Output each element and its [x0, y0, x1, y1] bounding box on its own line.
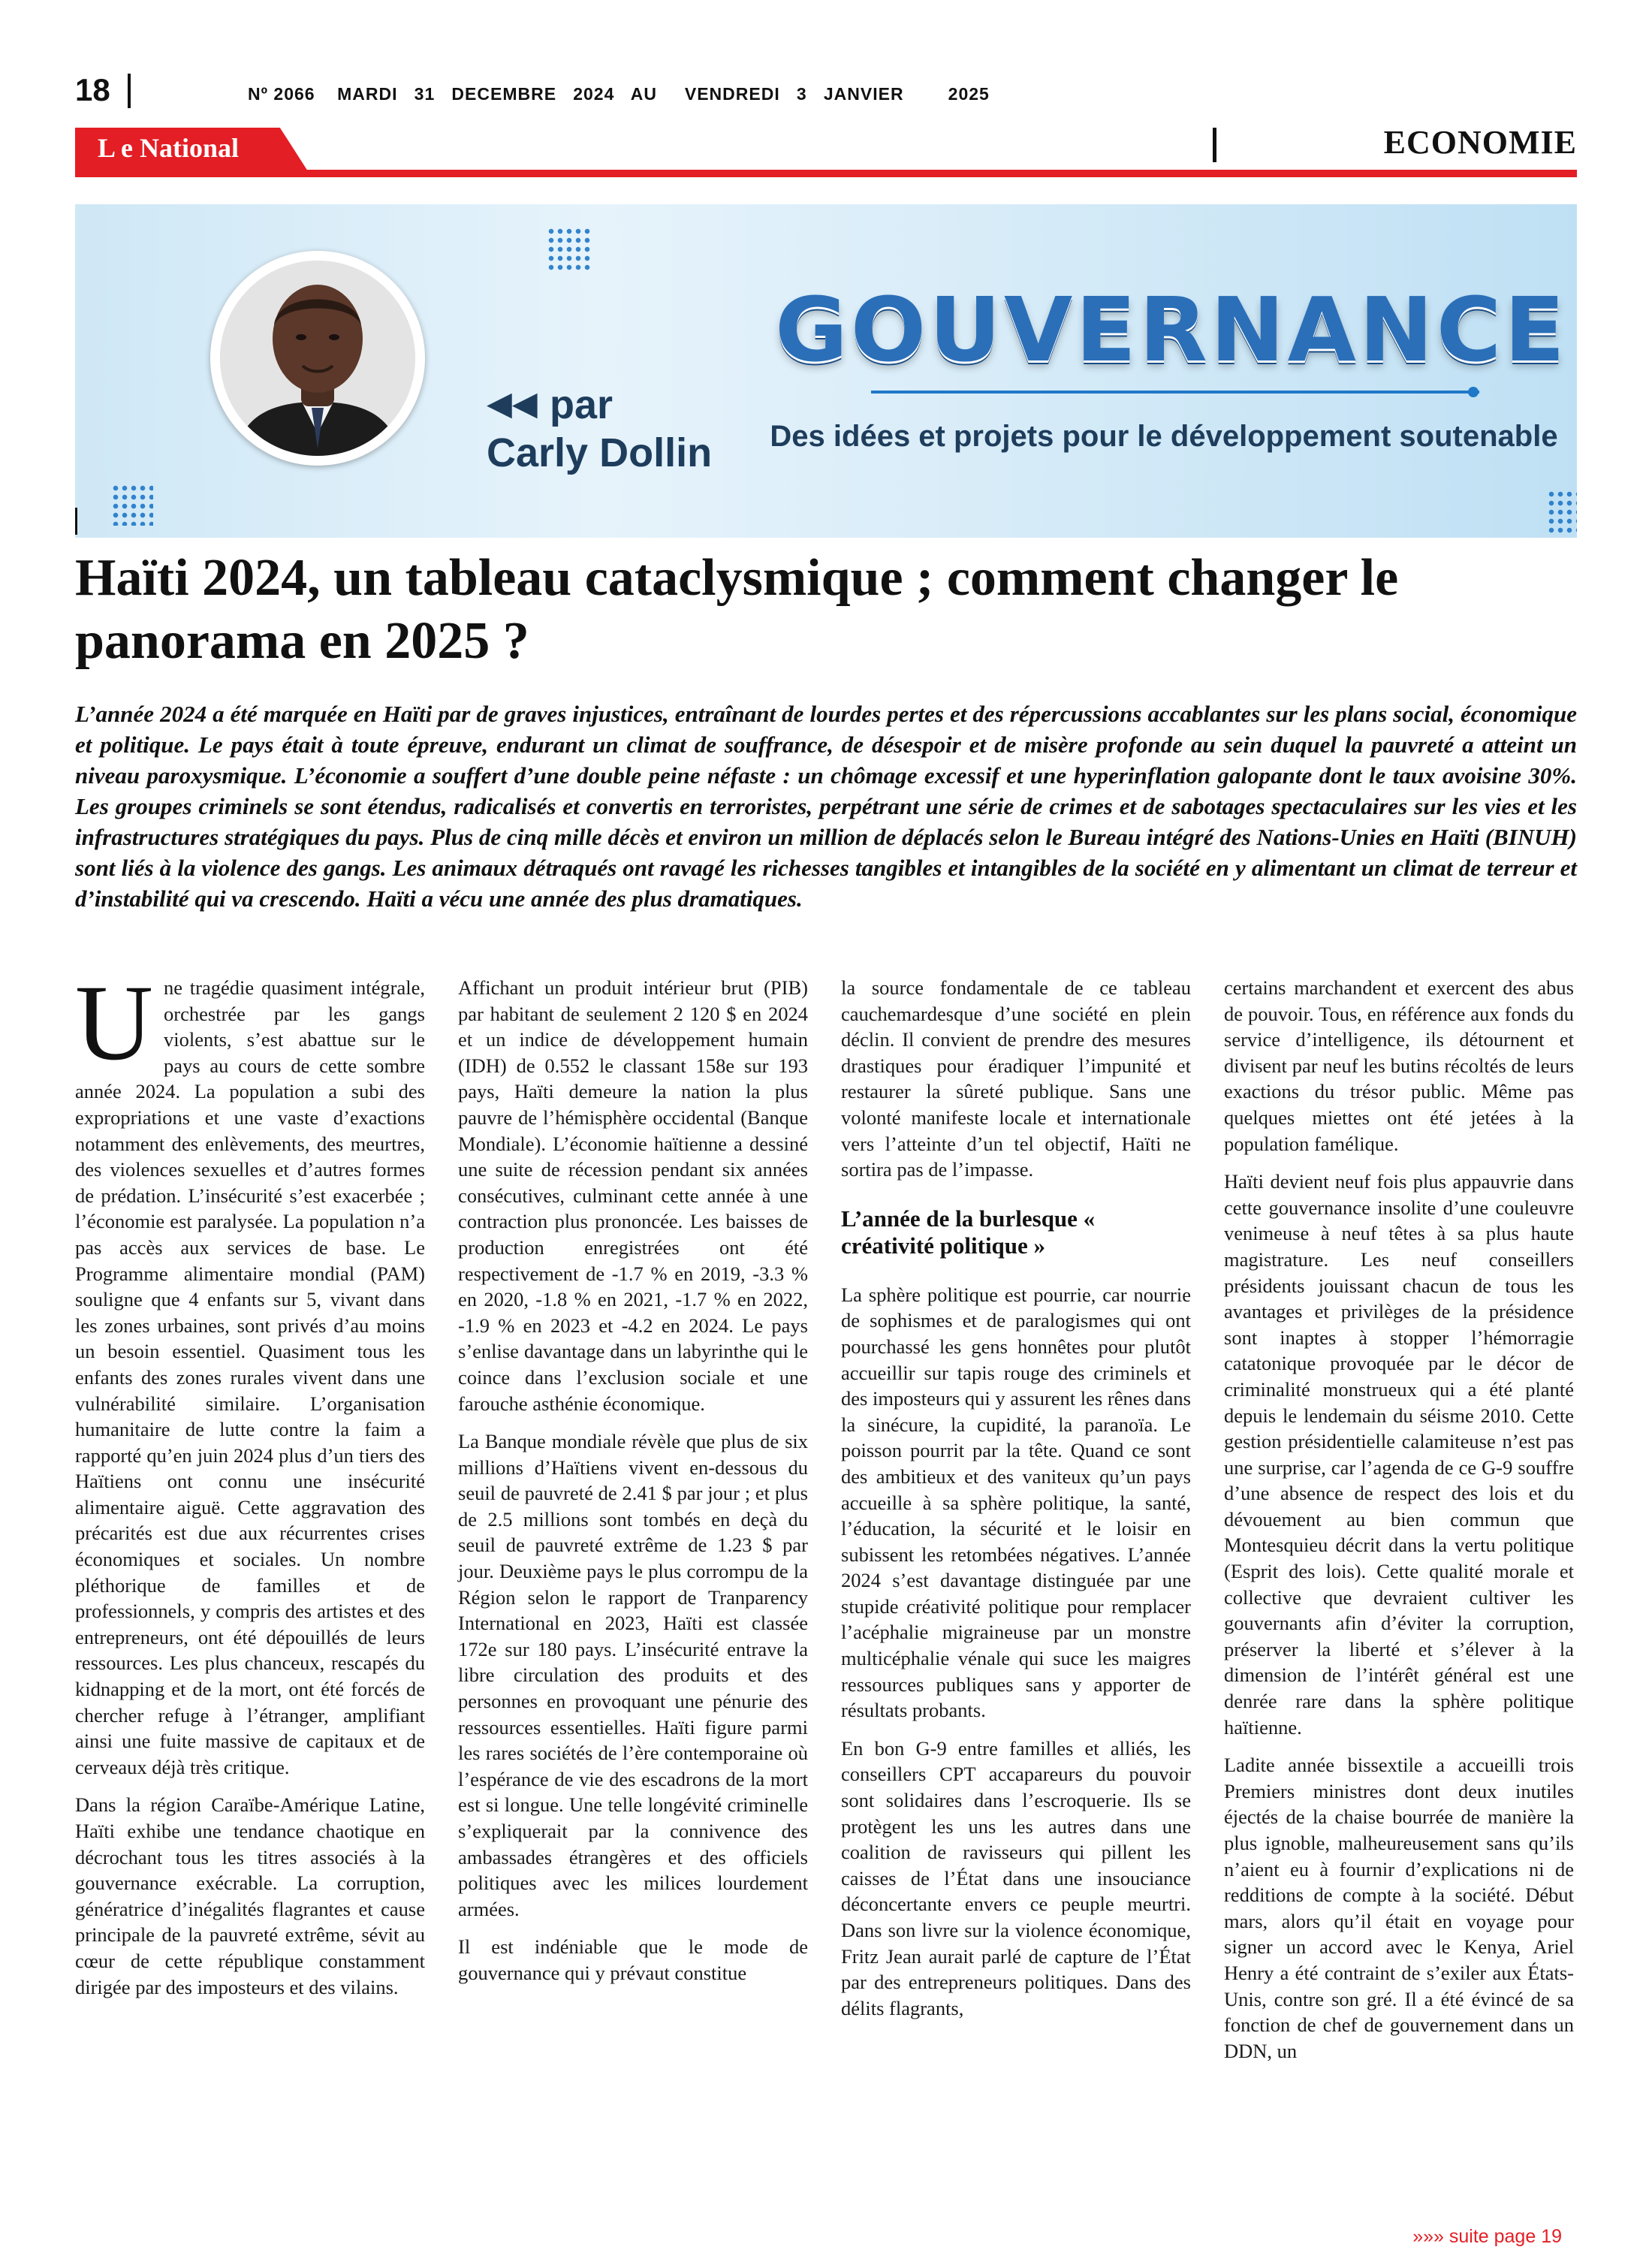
byline-prefix: par	[550, 382, 613, 427]
column-banner	[75, 204, 1577, 538]
drop-cap: U	[75, 964, 153, 1083]
article-column-3	[841, 975, 1191, 2033]
paragraph: certains marchandent et exercent des abus de pouvoir. Tous, en référence aux fonds du service d’intelligence, ils détournent et divisent par neuf les butins récoltés de leurs exactions du trésor public. Même pas quelques miettes ont été jetées à la population famélique.	[1224, 976, 1574, 1155]
article-column-1	[75, 964, 425, 2012]
continued-on-page-link[interactable]: »»» suite page 19	[1412, 2226, 1562, 2247]
article-headline: Haïti 2024, un tableau cataclysmique ; comment changer le panorama en 2025 ?	[75, 549, 1399, 670]
article-column-2	[458, 975, 808, 1998]
paragraph: La sphère politique est pourrie, car nourrie de sophismes et de paralogismes qui ont pourchassé les gens honnêtes pour plutôt accueillir sur tapis rouge des criminels et des imposteurs qui y assurent les rênes dans la sinécure, la cupidité, la paranoïa. Le poisson pourrit par la tête. Quand ce sont des ambitieux et des vaniteux qu’un pays accueille à sa sphère politique, la santé, l’éducation, la sécurité et le loisir en subissent les retombées négatives. L’année 2024 s’est davantage distinguée par une stupide créativité politique pour remplacer l’acéphalie migraineuse par un monstre multicéphalie vénale qui suce les maigres ressources publiques sans y apporter de résultats probants.	[841, 1283, 1191, 1722]
section-title: ECONOMIE	[1383, 124, 1577, 161]
article-lede: L’année 2024 a été marquée en Haïti par de graves injustices, entraînant de lourdes pertes et des répercussions accablantes sur les plans social, économique et politique. Le pays était à toute épreuve, endurant un climat de souffrance, de désespoir et de misère profonde au sein duquel la pauvreté a atteint un niveau paroxysmique. L’économie a souffert d’une double peine néfaste : un chômage excessif et une hyperinflation galopante dont le taux avoisine 30%. Les groupes criminels se sont étendus, radicalisés et convertis en terroristes, perpétrant une série de crimes et de sabotages spectaculaires sur les vies et les infrastructures stratégiques du pays. Plus de cinq mille décès et environ un million de déplacés selon le Bureau intégré des Nations-Unies en Haïti (BINUH) sont liés à la violence des gangs. Les animaux détraqués ont ravagé les richesses tangibles et intangibles de la société en y alimentant un climat de terreur et d’instabilité qui va crescendo. Haïti a vécu une année des plus dramatiques.	[75, 701, 1577, 912]
author-name: Carly Dollin	[487, 430, 713, 475]
rewind-icon: ◀◀	[487, 385, 538, 423]
title-underline	[871, 391, 1479, 394]
paragraph: Il est indéniable que le mode de gouvernance qui y prévaut constitue	[458, 1935, 808, 1984]
dot-pattern-icon	[547, 227, 593, 273]
author-photo	[220, 261, 415, 456]
author-portrait-icon	[220, 261, 415, 456]
paragraph: Ladite année bissextile a accueilli trois Premiers ministres dont deux inutiles éjectés de la chaise bourrée de manière la plus ignoble, malheureusement sans qu’ils n’aient eu à fournir d’explications ni de redditions de compte à la société. Début mars, alors qu’il était en voyage pour signer un accord avec le Kenya, Ariel Henry a été contraint de s’exiler aux États-Unis, contre son gré. Il a été évincé de sa fonction de chef de gouvernement dans un DDN, un	[1224, 1754, 1574, 2062]
page-number-divider	[128, 74, 131, 108]
underline-dot	[1468, 387, 1479, 397]
paragraph: La Banque mondiale révèle que plus de six millions d’Haïtiens vivent en-dessous du seuil de pauvreté de 2.41 $ par jour ; et plus de 2.5 millions sont tombés en deçà du seuil de pauvreté extrême de 1.23 $ par jour. Deuxième pays le plus corrompu de la Région selon le rapport de Tranparency International en 2023, Haïti est classée 172e sur 180 pays. L’insécurité entrave la libre circulation des produits et des personnes en provoquant une pénurie des ressources essentielles. Haïti figure parmi les rares sociétés de l’ère contemporaine où l’espérance de vie des escadrons de la mort est si longue. Une telle longévité criminelle s’expliquerait par la connivence des ambassades étrangères et des officiels politiques avec les milices lourdement armées.	[458, 1430, 808, 1920]
paragraph: En bon G-9 entre familles et alliés, les conseillers CPT accapareurs du pouvoir sont solidaires dans l’escroquerie. Ils se protègent les uns les autres dans une coalition de ravisseurs qui pillent les caisses de l’État dans une insouciance déconcertante envers ce peuple meurtri. Dans son livre sur la violence économique, Fritz Jean aurait parlé de capture de l’État par des entrepreneurs politiques. Dans des délits flagrants,	[841, 1736, 1191, 2019]
article-column-4	[1224, 975, 1574, 2076]
page-number: 18	[75, 72, 110, 107]
banner-edge-mark	[75, 508, 77, 535]
dot-pattern-icon	[1547, 490, 1577, 536]
dot-pattern-icon	[111, 484, 153, 526]
issue-date-line: Nº 2066 MARDI 31 DECEMBRE 2024 AU VENDREDI 3 JANVIER 2025	[248, 84, 990, 104]
paragraph-text: ne tragédie quasiment intégrale, orchestrée par les gangs violents, s’est abattue sur le pays au cours de cette sombre année 2024. La population a subi des expropriations et une vaste d’exactions notamment des enlèvements, des meurtres, des violences sexuelles et d’autres formes de prédation. L’insécurité s’est exacerbée ; l’économie est paralysée. La population n’a pas accès aux services de base. Le Programme alimentaire mondial (PAM) souligne que 4 enfants sur 5, vivant dans les zones urbaines, sont privés d’au moins un besoin essentiel. Quasiment tous les enfants des zones rurales vivent dans une vulnérabilité similaire. L’organisation humanitaire de lutte contre la faim a rapporté qu’en juin 2024 plus d’un tiers des Haïtiens ont connu une insécurité alimentaire aiguë. Cette aggravation des précarités est due aux récurrentes crises économiques et sociales. Un nombre pléthorique de familles et de professionnels, y compris des artistes et des entrepreneurs, ont été dépouillés de leurs ressources. Les plus chanceux, rescapés du kidnapping et de la mort, ont été forcés de chercher refuge à l’étranger, amplifiant ainsi une fuite massive de capitaux et de cerveaux déjà très critique.	[75, 976, 425, 1778]
paragraph: la source fondamentale de ce tableau cauchemardesque d’une société en plein déclin. Il convient de prendre des mesures drastiques pour éradiquer l’impunité et restaurer la sûreté publique. Sans une volonté manifeste locale et internationale vers l’atteinte d’un tel objectif, Haïti ne sortira pas de l’impasse.	[841, 976, 1191, 1181]
paragraph: Dans la région Caraïbe-Amérique Latine, Haïti exhibe une tendance chaotique en décrochant tous les titres associés à la gouvernance exécrable. La corruption, génératrice d’inégalités flagrantes et cause principale de la pauvreté extrême, sévit au cœur de cette république constamment dirigée par des imposteurs et des vilains.	[75, 1793, 425, 1998]
paragraph	[75, 964, 425, 1780]
newspaper-name: L e National	[98, 133, 240, 163]
header-rule	[75, 170, 1577, 177]
column-tagline: Des idées et projets pour le développement soutenable	[770, 420, 1558, 453]
column-title: GOUVERNANCE	[775, 278, 1568, 382]
paragraph: Affichant un produit intérieur brut (PIB) par habitant de seulement 2 120 $ en 2024 et un indice de développement humain (IDH) de 0.552 le classant 158e sur 193 pays, Haïti demeure la nation la plus pauvre de l’hémisphère occidental (Banque Mondiale). L’économie haïtienne a dessiné une suite de récession pendant six années consécutives, culminant cette année à une contraction plus prononcée. Les baisses de production enregistrées ont été respectivement de -1.7 % en 2019, -3.3 % en 2020, -1.8 % en 2021, -1.7 % en 2022, -1.9 % en 2023 et -4.2 en 2024. Le pays s’enlise davantage dans un labyrinthe qui le coince dans l’exclusion sociale et une farouche asthénie économique.	[458, 976, 808, 1415]
paragraph: Haïti devient neuf fois plus appauvrie dans cette gouvernance insolite d’une couleuvre venimeuse à neuf têtes à sa plus haute magistrature. Les neuf conseillers présidents jouissant chacun de tous les avantages et privilèges de la présidence sont inaptes à stopper l’hémorragie catatonique provoquée par le décor de criminalité monstrueux qui a été planté depuis le lendemain du séisme 2010. Cette gestion présidentielle calamiteuse n’est pas une surprise, car l’agenda de ce G-9 souffre d’une absence de respect des lois et du dévouement au bien commun que Montesquieu décrit dans la vertu politique (Esprit des lois). Cette qualité morale et collective que devraient cultiver les gouvernants afin d’éviter la corruption, préserver la liberté et s’élever à la dimension de l’intérêt général est une denrée rare dans la sphère politique haïtienne.	[1224, 1170, 1574, 1739]
article-subheading: L’année de la burlesque « créativité politique »	[841, 1205, 1096, 1259]
section-divider	[1213, 128, 1216, 162]
